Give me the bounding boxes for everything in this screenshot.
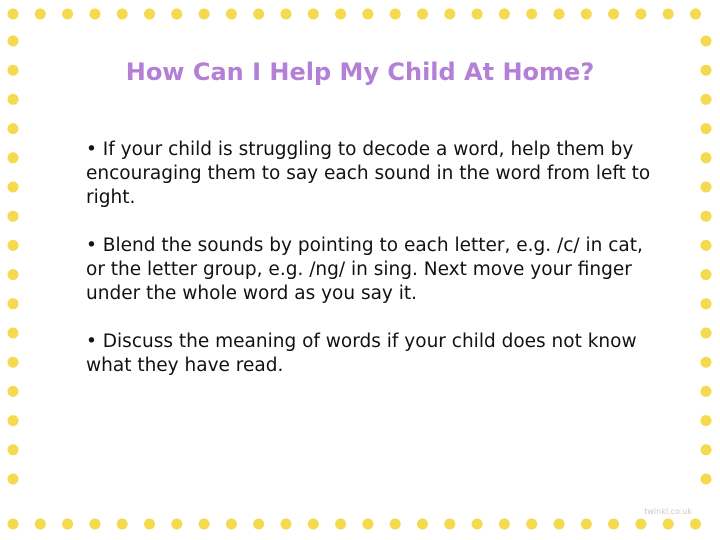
border-dot bbox=[444, 519, 455, 530]
border-dot bbox=[171, 519, 182, 530]
border-dot bbox=[701, 474, 712, 485]
border-dot bbox=[281, 9, 292, 20]
border-dot bbox=[62, 519, 73, 530]
border-dot bbox=[472, 519, 483, 530]
border-dot bbox=[8, 519, 19, 530]
border-dot bbox=[417, 9, 428, 20]
border-dot bbox=[554, 519, 565, 530]
border-dot bbox=[8, 415, 19, 426]
border-dot bbox=[89, 519, 100, 530]
border-dot bbox=[171, 9, 182, 20]
border-dot bbox=[226, 9, 237, 20]
border-dot bbox=[362, 9, 373, 20]
border-dot bbox=[89, 9, 100, 20]
border-dot bbox=[8, 386, 19, 397]
border-dot bbox=[253, 519, 264, 530]
border-dot bbox=[499, 9, 510, 20]
slide-title: How Can I Help My Child At Home? bbox=[125, 58, 595, 86]
border-dot bbox=[701, 328, 712, 339]
border-dot bbox=[35, 9, 46, 20]
border-dot bbox=[701, 444, 712, 455]
border-dot bbox=[8, 328, 19, 339]
border-dot bbox=[701, 123, 712, 134]
border-dot bbox=[8, 474, 19, 485]
border-dot bbox=[663, 519, 674, 530]
border-dot bbox=[8, 36, 19, 47]
border-dot bbox=[701, 298, 712, 309]
border-dot bbox=[701, 94, 712, 105]
border-dot bbox=[8, 269, 19, 280]
border-dot bbox=[62, 9, 73, 20]
border-dot bbox=[581, 9, 592, 20]
border-dot bbox=[144, 9, 155, 20]
border-dot bbox=[608, 9, 619, 20]
bullet-paragraph: • Blend the sounds by pointing to each letter, e.g. /c/ in cat, or the letter group, e.g. /ng/ in sing. Next move your finger under the whole word as you say it. bbox=[86, 235, 643, 304]
border-dot bbox=[701, 386, 712, 397]
border-dot bbox=[499, 519, 510, 530]
border-dot bbox=[8, 152, 19, 163]
border-dot bbox=[8, 182, 19, 193]
border-dot bbox=[335, 519, 346, 530]
border-dot bbox=[8, 123, 19, 134]
border-dot bbox=[701, 211, 712, 222]
border-dot bbox=[663, 9, 674, 20]
border-dot bbox=[8, 211, 19, 222]
border-dot bbox=[526, 519, 537, 530]
body-text bbox=[86, 138, 656, 402]
border-dot bbox=[362, 519, 373, 530]
border-dot bbox=[526, 9, 537, 20]
border-dot bbox=[701, 182, 712, 193]
border-dot bbox=[199, 519, 210, 530]
border-dot bbox=[308, 9, 319, 20]
border-dot bbox=[635, 9, 646, 20]
border-dot bbox=[635, 519, 646, 530]
bullet-paragraph: • If your child is struggling to decode a word, help them by encouraging them to say each sound in the word from left to right. bbox=[86, 139, 651, 208]
border-dot bbox=[117, 9, 128, 20]
border-dot bbox=[608, 519, 619, 530]
border-dot bbox=[554, 9, 565, 20]
border-dot bbox=[581, 519, 592, 530]
border-dot bbox=[701, 415, 712, 426]
border-dot bbox=[226, 519, 237, 530]
border-dot bbox=[701, 152, 712, 163]
border-dot bbox=[690, 9, 701, 20]
border-dot bbox=[308, 519, 319, 530]
border-dot bbox=[390, 519, 401, 530]
border-dot bbox=[690, 519, 701, 530]
border-dot bbox=[8, 298, 19, 309]
border-dot bbox=[117, 519, 128, 530]
border-dot bbox=[144, 519, 155, 530]
border-dot bbox=[472, 9, 483, 20]
border-dot bbox=[35, 519, 46, 530]
border-dot bbox=[8, 444, 19, 455]
border-dot bbox=[8, 240, 19, 251]
border-dot bbox=[253, 9, 264, 20]
border-dot bbox=[8, 94, 19, 105]
border-dot bbox=[701, 240, 712, 251]
bullet-paragraph: • Discuss the meaning of words if your child does not know what they have read. bbox=[86, 331, 637, 376]
border-dot bbox=[701, 357, 712, 368]
border-dot bbox=[701, 269, 712, 280]
border-dot bbox=[701, 36, 712, 47]
border-dot bbox=[390, 9, 401, 20]
border-dot bbox=[281, 519, 292, 530]
watermark: twinkl.co.uk bbox=[644, 507, 692, 516]
border-dot bbox=[8, 9, 19, 20]
border-dot bbox=[8, 357, 19, 368]
border-dot bbox=[335, 9, 346, 20]
border-dot bbox=[417, 519, 428, 530]
border-dot bbox=[444, 9, 455, 20]
border-dot bbox=[199, 9, 210, 20]
